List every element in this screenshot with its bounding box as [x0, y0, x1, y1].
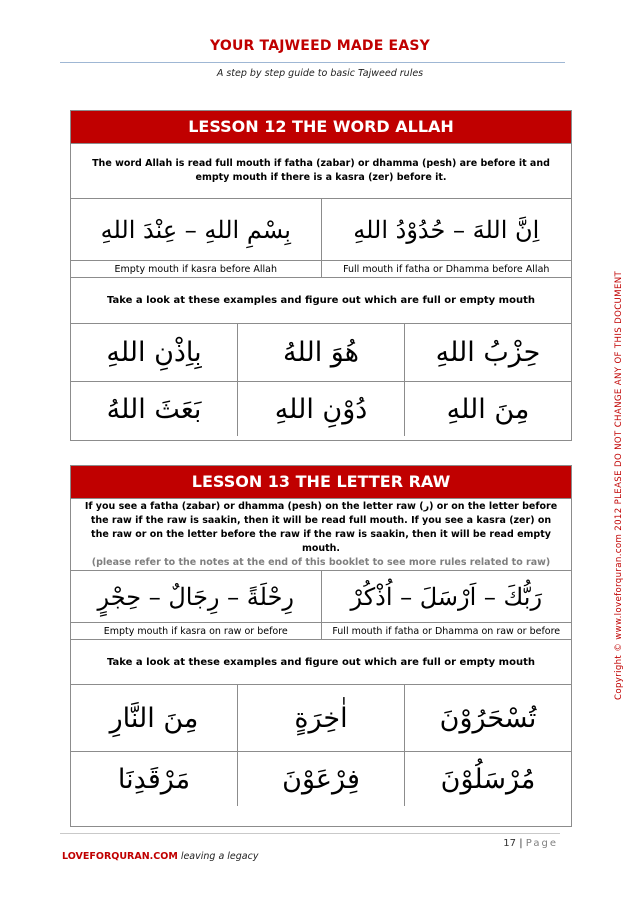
header-divider — [60, 62, 565, 63]
lesson-12-title: LESSON 12 THE WORD ALLAH — [71, 111, 571, 143]
lesson-12-table — [70, 110, 572, 441]
lesson-13-example-cell: مِنَ النَّارِ — [109, 702, 199, 734]
lesson-13-example-full: رَبُّكَ – اَرْسَلَ – اُذْكُرْ — [321, 571, 572, 622]
lesson-12-prompt: Take a look at these examples and figure out which are full or empty mouth — [106, 295, 535, 306]
lesson-12-example-full: اِنَّ اللهَ – حُدُوْدُ اللهِ — [321, 199, 572, 260]
lesson-13-example-cell: مُرْسَلُوْنَ — [404, 752, 571, 806]
lesson-12-example-empty: بِسْمِ اللهِ – عِنْدَ اللهِ — [100, 215, 291, 244]
lesson-13-example-empty: رِحْلَةً – رِجَالٌ – حِجْرٍ — [97, 582, 294, 611]
page-number-label: Page — [525, 838, 558, 849]
lesson-13-description: If you see a fatha (zabar) or dhamma (pesh) on the letter raw (ر) or on the letter before the raw if the raw is saakin, then it will be read full mouth. If you see a kasra (zer) on the raw or on the letter before the raw if the raw is saakin, then it will be read empty mouth. — [84, 500, 558, 554]
lesson-13-example-cell: فِرْعَوْنَ — [237, 752, 404, 806]
lesson-13-prompt: Take a look at these examples and figure out which are full or empty mouth — [106, 656, 535, 668]
lesson-13-caption-full: Full mouth if fatha or Dhamma on raw or before — [321, 623, 572, 639]
lesson-13-example-cell: تُسْحَرُوْنَ — [404, 685, 571, 751]
page-number — [503, 838, 558, 849]
footer-branding — [62, 851, 258, 862]
lesson-12-description: The word Allah is read full mouth if fatha (zabar) or dhamma (pesh) are before it and empty mouth if there is a kasra (zer) before it. — [92, 158, 550, 183]
lesson-12-caption-full: Full mouth if fatha or Dhamma before Allah — [321, 261, 572, 277]
lesson-13-caption-empty: Empty mouth if kasra on raw or before — [103, 625, 288, 637]
lesson-12-example-cell: دُوْنِ اللهِ — [237, 382, 404, 436]
copyright-side-notice: Copyright © www.loveforquran.com 2012 PLEASE DO NOT CHANGE ANY OF THIS DOCUMENT — [614, 270, 624, 700]
lesson-12-caption-empty: Empty mouth if kasra before Allah — [114, 263, 278, 275]
footer-divider — [60, 833, 560, 834]
page-number-separator: | — [519, 838, 523, 849]
footer-brand-link[interactable]: LOVEFORQURAN.COM — [62, 851, 178, 862]
lesson-13-example-cell: اٰخِرَةٍ — [237, 685, 404, 751]
document-title: YOUR TAJWEED MADE EASY — [210, 38, 430, 54]
lesson-13-description-block — [71, 499, 571, 570]
lesson-13-table — [70, 465, 572, 827]
footer-tagline: leaving a legacy — [180, 851, 259, 862]
page-number-value: 17 — [503, 838, 517, 849]
lesson-13-note: (please refer to the notes at the end of this booklet to see more rules related to raw) — [91, 556, 551, 568]
document-subtitle: A step by step guide to basic Tajweed rules — [216, 68, 424, 79]
document-header — [60, 38, 580, 54]
lesson-12-example-cell: بِاِذْنِ اللهِ — [106, 337, 202, 368]
lesson-13-example-cell: مَرْقَدِنَا — [117, 763, 191, 795]
lesson-12-example-cell: مِنَ اللهِ — [404, 382, 571, 436]
lesson-12-example-cell: بَعَثَ اللهُ — [106, 393, 202, 425]
lesson-13-title: LESSON 13 THE LETTER RAW — [71, 466, 571, 498]
lesson-12-example-cell: حِزْبُ اللهِ — [404, 324, 571, 381]
lesson-12-example-cell: هُوَ اللهُ — [237, 324, 404, 381]
